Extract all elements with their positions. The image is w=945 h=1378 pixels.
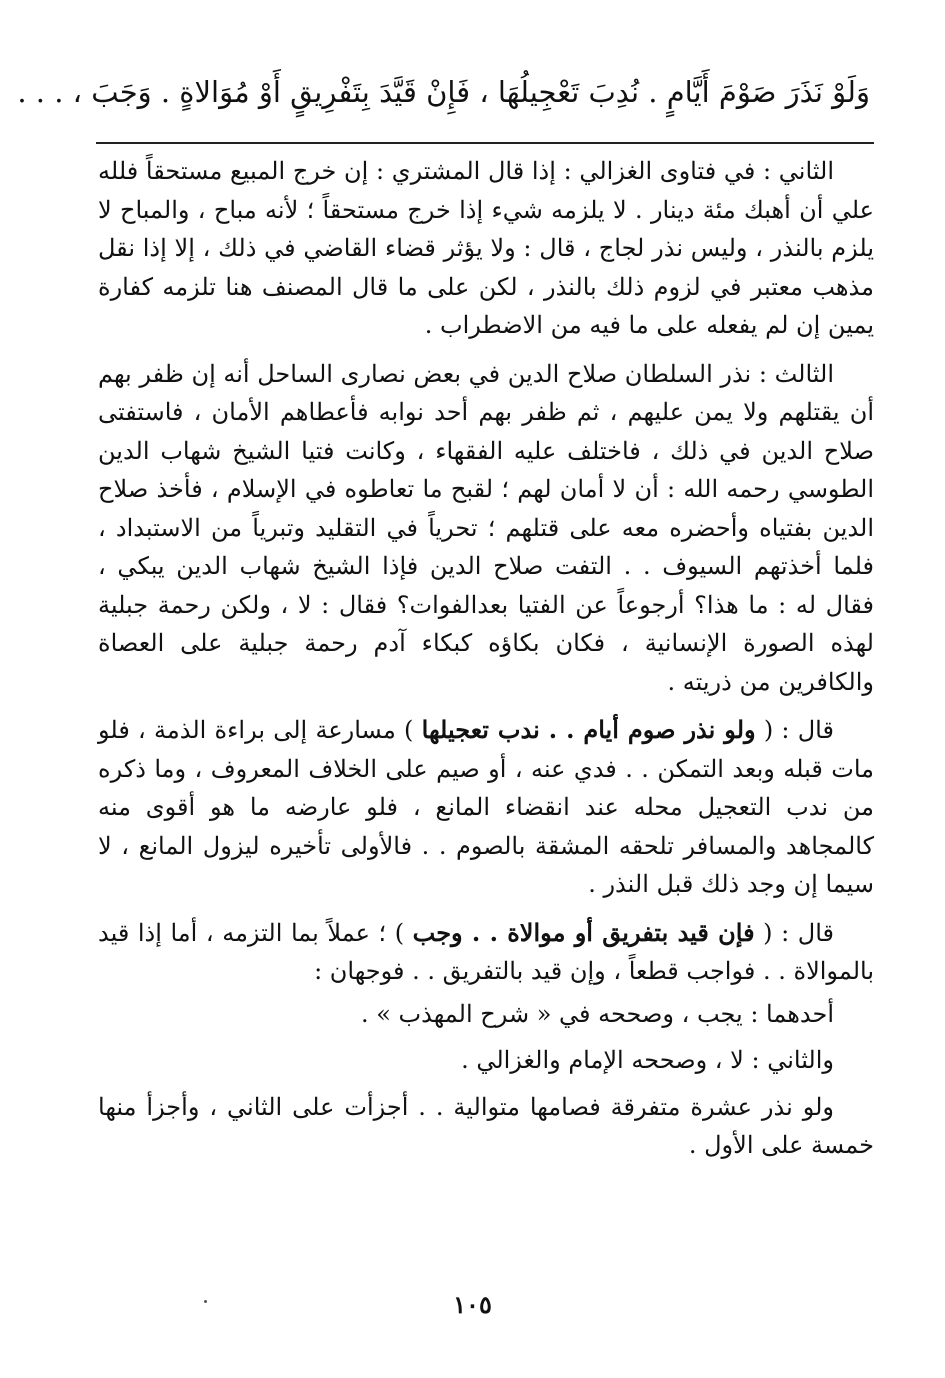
page-number: ١٠٥	[453, 1290, 492, 1319]
paragraph-second-issue: الثاني : في فتاوى الغزالي : إذا قال المشتري : إن خرج المبيع مستحقاً فلله علي أن أهبك مئة دينار . لا يلزمه شيء إذا خرج مستحقاً ؛ لأنه مباح ، والمباح لا يلزم بالنذر ، وليس نذر لجاج ، قال : ولا يؤثر قضاء القاضي في ذلك ، إلا إذا نقل مذهب معتبر في لزوم ذلك بالنذر ، لكن على ما قال المصنف هنا تلزمه كفارة يمين إن لم يفعله على ما فيه من الاضطراب .	[98, 157, 874, 339]
paragraph-vow-days	[98, 711, 874, 904]
quote-open: قال : (	[763, 918, 834, 947]
opinion-second: والثاني : لا ، وصححه الإمام والغزالي .	[461, 1046, 834, 1074]
paragraph-separation-sequence	[98, 914, 874, 991]
paragraph-third-issue: الثالث : نذر السلطان صلاح الدين في بعض نصارى الساحل أنه إن ظفر بهم أن يقتلهم ولا يمن عليهم ، ثم ظفر بهم أحد نوابه فأعطاهم الأمان ، فاستفتى صلاح الدين في ذلك ، فاختلف عليه الفقهاء ، وكانت فتيا الشيخ شهاب الدين الطوسي رحمه الله : أن لا أمان لهم ؛ لقبح ما تعاطوه في الإسلام ، فأخذ صلاح الدين بفتياه وأحضره معه على قتلهم ؛ تحرياً في التقليد وتبرياً من الاستبداد ، فلما أخذتهم السيوف . . التفت صلاح الدين فإذا الشيخ شهاب الدين يبكي ، فقال له : ما هذا؟ أرجوعاً عن الفتيا بعدالفوات؟ فقال : لا ، ولكن رحمة جبلية لهذه الصورة الإنسانية ، فكان بكاؤه كبكاء آدم رحمة جبلية على العصاة والكافرين من ذريته .	[98, 359, 874, 696]
commentary-text: ) مسارعة إلى براءة الذمة ، فلو مات قبله وبعد التمكن . . فدي عنه ، أو صيم على الخلاف المعروف ، وما ذكره من ندب التعجيل محله عند انقضاء المانع ، فلو عارضه ما هو أقوى منه كالمجاهد والمسافر تلحقه المشقة بالصوم . . فالأولى تأخيره ليزول المانع ، لا سيما إن وجد ذلك قبل النذر .	[98, 716, 874, 898]
commentary-text: ) ؛ عملاً بما التزمه ، أما إذا قيد بالموالاة . . فواجب قطعاً ، وإن قيد بالتفريق . . فوجهان :	[98, 918, 874, 985]
opinion-first: أحدهما : يجب ، وصححه في « شرح المهذب » .	[360, 999, 834, 1028]
quoted-matn: فإن قيد بتفريق أو موالاة . . وجب	[412, 917, 755, 947]
paragraph-ten-days: ولو نذر عشرة متفرقة فصامها متوالية . . أجزأت على الثاني ، وأجزأ منها خمسة على الأول .	[98, 1092, 874, 1159]
quoted-matn: ولو نذر صوم أيام . . ندب تعجيلها	[421, 715, 756, 744]
matn-header-line: وَلَوْ نَذَرَ صَوْمَ أَيَّامٍ . نُدِبَ تَعْجِيلُهَا ، فَإِنْ قَيَّدَ بِتَفْرِيقٍ أَوْ مُوَالاةٍ . وَجَبَ ، . . .	[17, 75, 870, 109]
commentary-body	[98, 152, 874, 1175]
quote-open: قال : (	[763, 716, 834, 744]
header-divider	[96, 142, 874, 144]
